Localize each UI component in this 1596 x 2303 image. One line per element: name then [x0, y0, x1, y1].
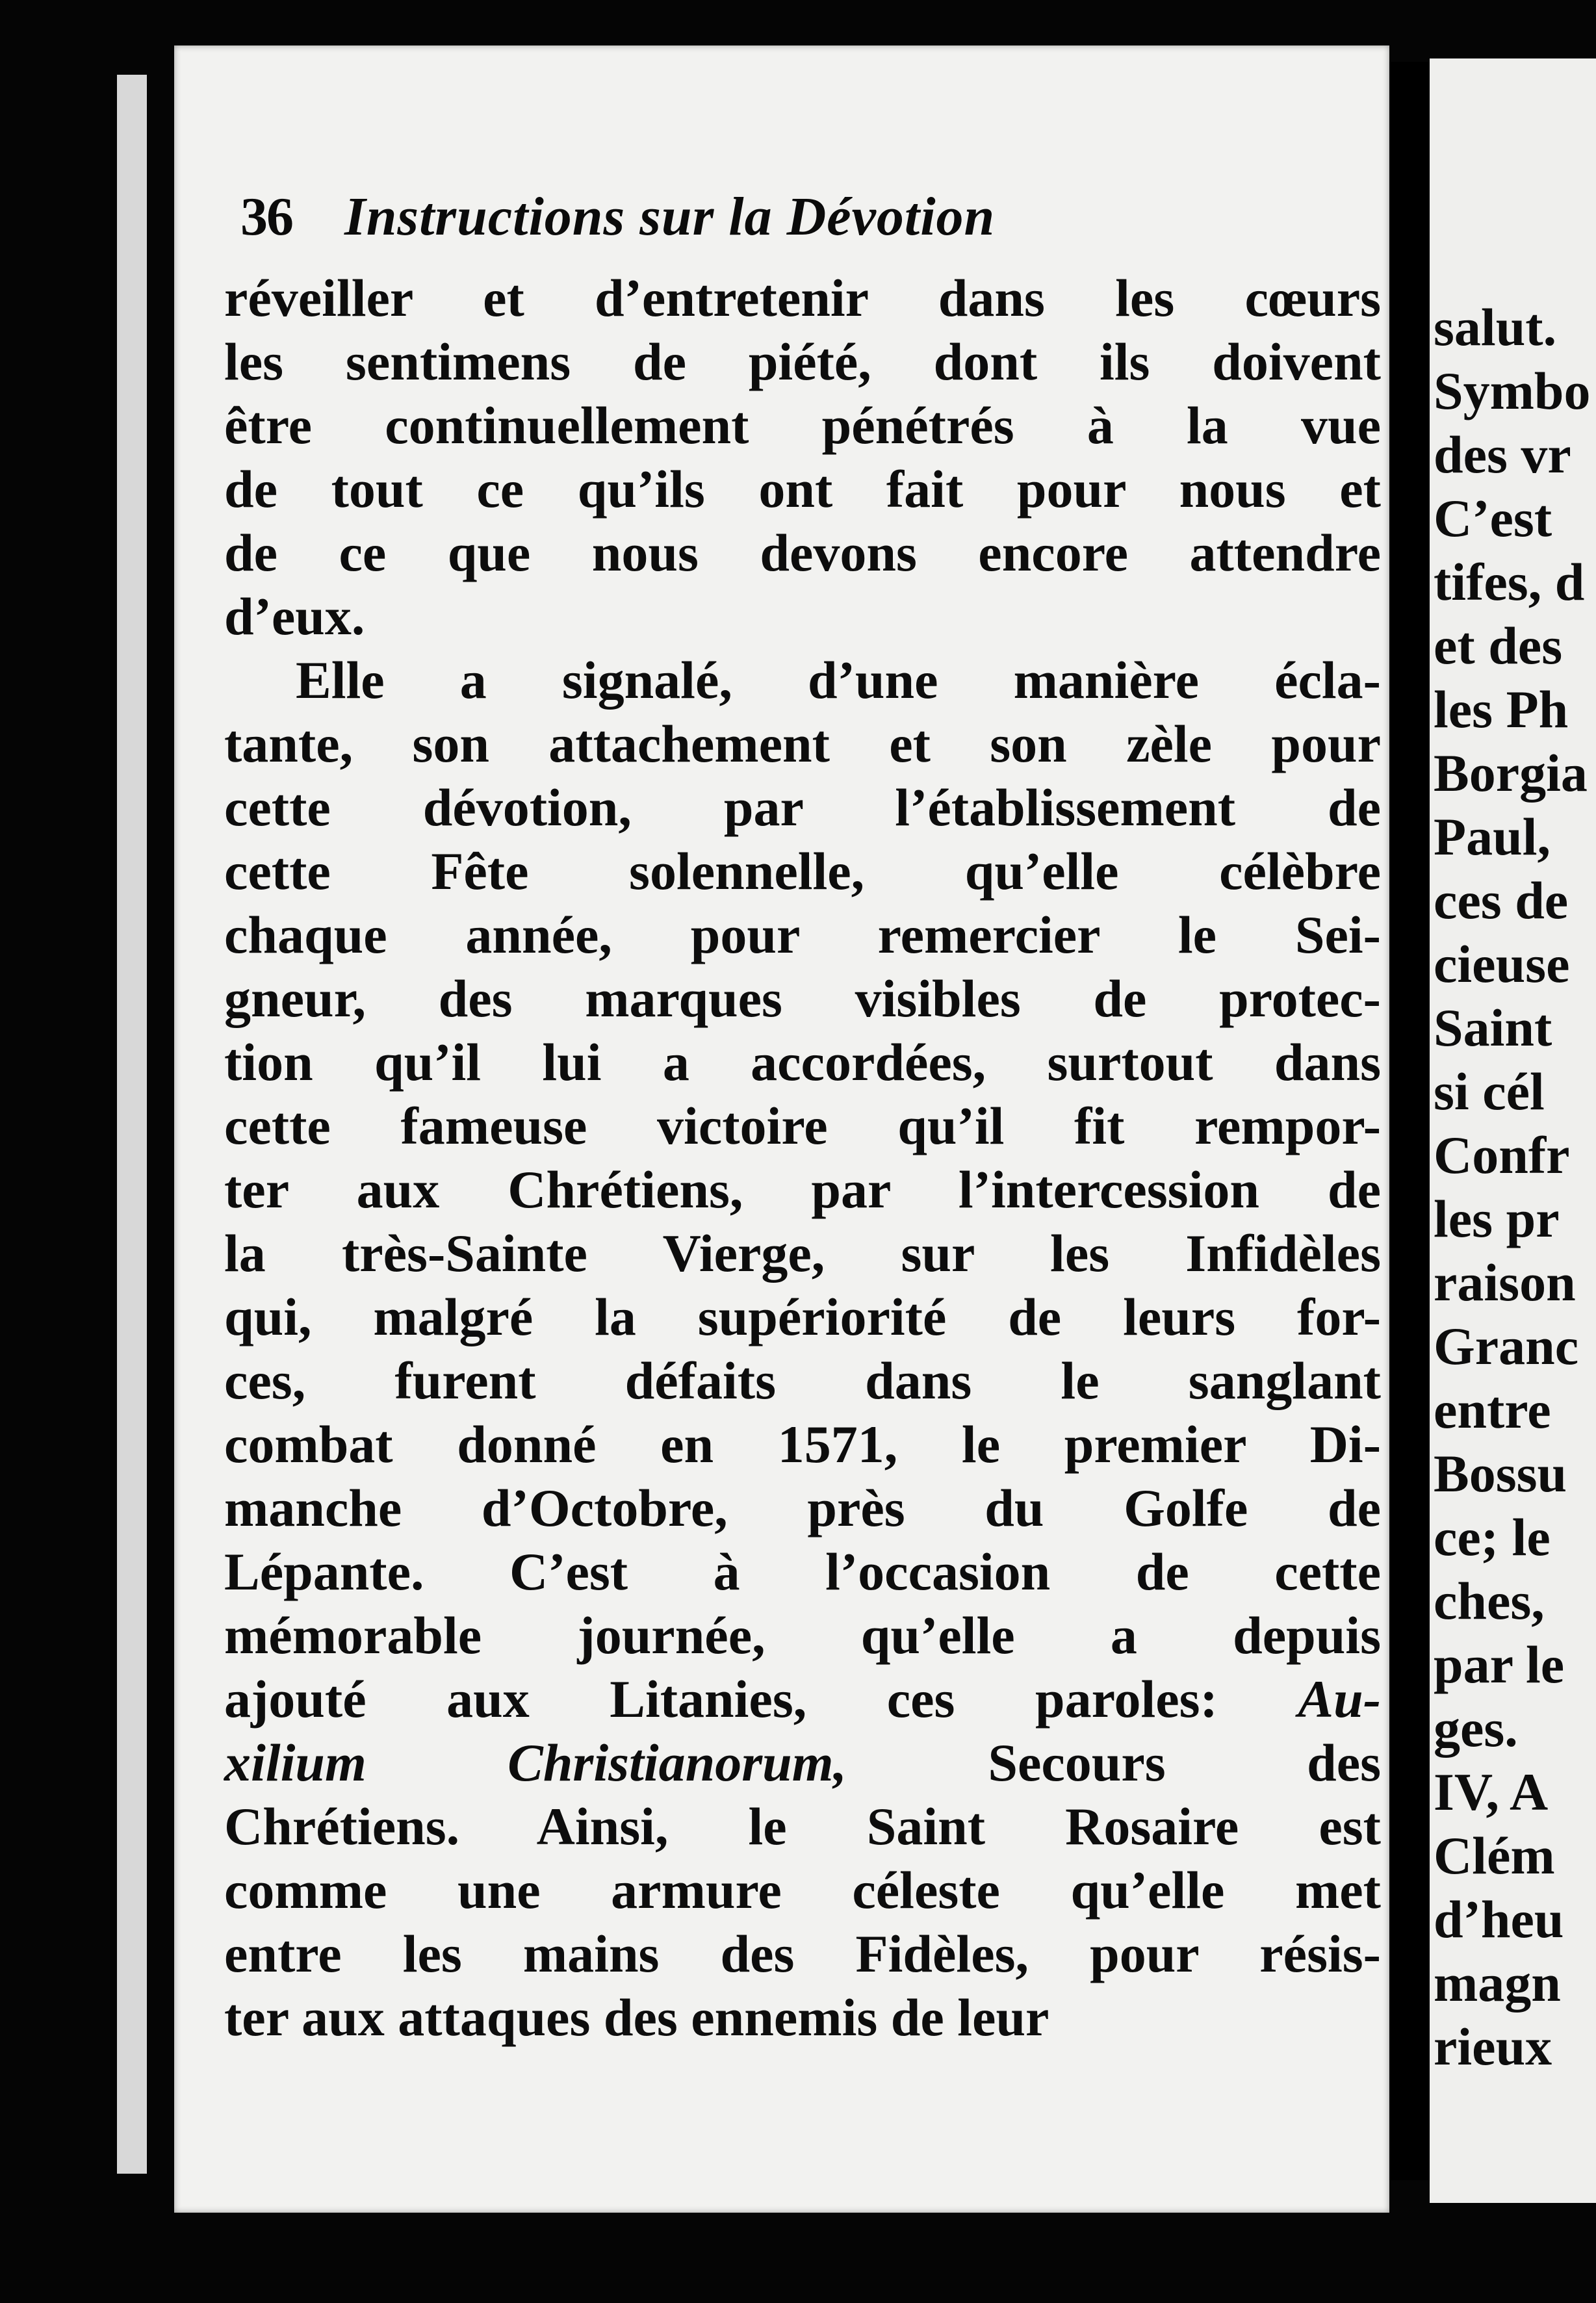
text-line: combat donné en 1571, le premier Di-: [224, 1415, 1381, 1474]
facing-line: d’heu: [1434, 1890, 1564, 1949]
facing-line: tifes, d: [1434, 552, 1585, 611]
facing-line: ches,: [1434, 1571, 1545, 1630]
facing-line: ces de: [1434, 871, 1569, 930]
facing-line: entre: [1434, 1380, 1551, 1439]
text-line: Elle a signalé, d’une manière écla-: [296, 650, 1381, 710]
text-line: réveiller et d’entretenir dans les cœurs: [224, 268, 1381, 328]
facing-line: Paul,: [1434, 807, 1551, 866]
text-line: manche d’Octobre, près du Golfe de: [224, 1478, 1381, 1537]
facing-page-text: [1434, 296, 1591, 2079]
facing-line: Bossu: [1434, 1444, 1567, 1503]
facing-line: Granc: [1434, 1317, 1579, 1376]
text-line: gneur, des marques visibles de protec-: [224, 969, 1381, 1028]
text-line: chaque année, pour remercier le Sei-: [224, 905, 1381, 964]
facing-line: les pr: [1434, 1189, 1560, 1248]
facing-line: Clém: [1434, 1826, 1555, 1885]
facing-line: Saint: [1434, 998, 1552, 1057]
text-line: les sentimens de piété, dont ils doivent: [224, 332, 1381, 391]
page-header: [240, 185, 1326, 263]
text-line: comme une armure céleste qu’elle met: [224, 1860, 1381, 1920]
text-line: être continuellement pénétrés à la vue: [224, 396, 1381, 455]
facing-line: si cél: [1434, 1062, 1545, 1121]
text-line: cette fameuse victoire qu’il fit rempor-: [224, 1096, 1381, 1155]
facing-line: et des: [1434, 616, 1563, 675]
facing-line: Symbo: [1434, 361, 1591, 420]
text-line: la très-Sainte Vierge, sur les Infidèles: [224, 1224, 1381, 1283]
text-line: Lépante. C’est à l’occasion de cette: [224, 1542, 1381, 1601]
facing-line: C’est: [1434, 489, 1552, 548]
facing-line: par le: [1434, 1635, 1565, 1694]
text-line: ces, furent défaits dans le sanglant: [224, 1351, 1381, 1410]
facing-line: cieuse: [1434, 934, 1570, 994]
latin-phrase: xilium Christianorum,: [224, 1733, 847, 1792]
text-line: entre les mains des Fidèles, pour résis-: [224, 1924, 1381, 1983]
text-line: tion qu’il lui a accordées, surtout dans: [224, 1033, 1381, 1092]
text-line: mémorable journée, qu’elle a depuis: [224, 1606, 1381, 1665]
facing-line: les Ph: [1434, 680, 1569, 739]
book-gutter: [1389, 62, 1430, 2180]
text-line: ter aux attaques des ennemis de leur: [224, 1988, 1049, 2047]
page-body: [224, 266, 1381, 2125]
previous-page-edge: [117, 75, 147, 2174]
facing-line: magn: [1434, 1953, 1561, 2013]
text-line: d’eux.: [224, 587, 365, 646]
text-line: cette Fête solennelle, qu’elle célèbre: [224, 842, 1381, 901]
latin-phrase: Au-: [1298, 1669, 1381, 1729]
facing-line: raison: [1434, 1253, 1576, 1312]
text-line: Chrétiens. Ainsi, le Saint Rosaire est: [224, 1797, 1381, 1856]
page-number: 36: [240, 187, 292, 247]
running-title: Instructions sur la Dévotion: [344, 187, 996, 247]
facing-page: [1430, 58, 1596, 2203]
facing-line: Borgia: [1434, 743, 1588, 803]
text-line: de tout ce qu’ils ont fait pour nous et: [224, 459, 1381, 519]
text-line: ter aux Chrétiens, par l’intercession de: [224, 1160, 1381, 1219]
facing-line: IV, A: [1434, 1762, 1549, 1821]
facing-line: Confr: [1434, 1126, 1570, 1185]
text-line: xilium Christianorum, Secours des: [224, 1733, 1381, 1792]
facing-line: des vr: [1434, 425, 1571, 484]
text-line: qui, malgré la supériorité de leurs for-: [224, 1287, 1381, 1346]
facing-line: ce; le: [1434, 1508, 1551, 1567]
text-line: ajouté aux Litanies, ces paroles: Au-: [224, 1669, 1381, 1729]
text-line: de ce que nous devons encore attendre: [224, 523, 1381, 582]
text-line: tante, son attachement et son zèle pour: [224, 714, 1381, 773]
facing-line: ges.: [1434, 1699, 1518, 1758]
text-line: cette dévotion, par l’établissement de: [224, 778, 1381, 837]
facing-line: salut.: [1434, 298, 1557, 357]
facing-line: rieux: [1434, 2017, 1552, 2076]
